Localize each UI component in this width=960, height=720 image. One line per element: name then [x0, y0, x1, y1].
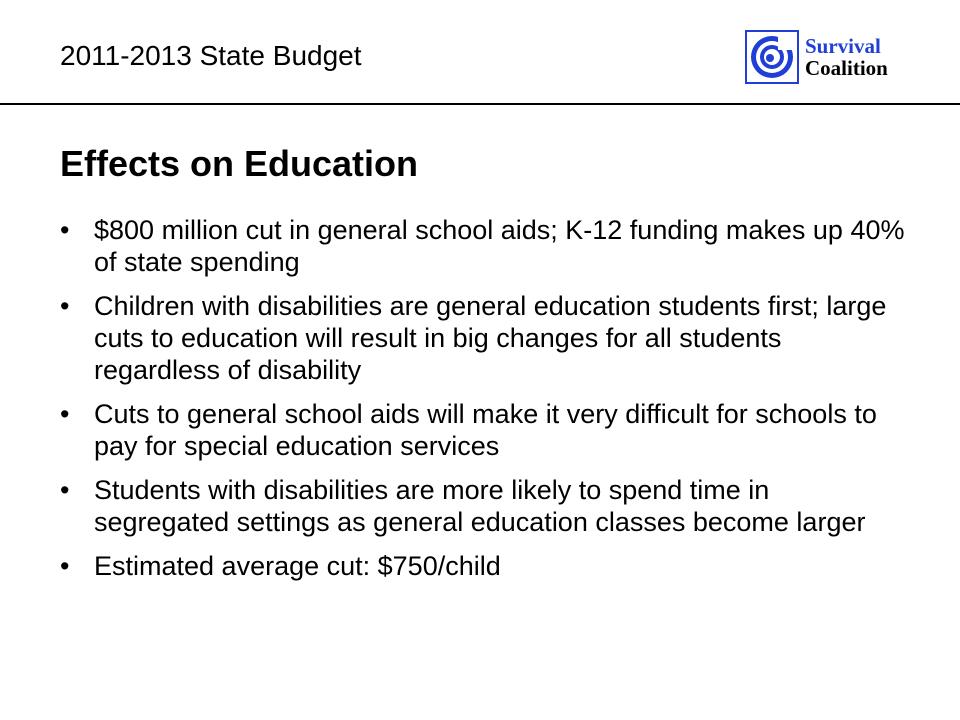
bullet-text: $800 million cut in general school aids; K-12 funding makes up 40% of state spending	[94, 215, 905, 277]
logo-line-coalition: Coalition	[805, 56, 888, 80]
bullet-dot: •	[60, 551, 70, 581]
bullet-text: Children with disabilities are general education students first; large cuts to education will result in big changes for all students regardless of disability	[94, 291, 887, 385]
logo-line-survival: Survival	[805, 34, 881, 58]
bullet-text: Cuts to general school aids will make it very difficult for schools to pay for special education services	[94, 399, 877, 461]
survival-coalition-logo	[745, 30, 888, 84]
bullet-dot: •	[60, 399, 70, 429]
bullet-item	[60, 398, 910, 462]
bullet-item	[60, 290, 910, 386]
bullet-text: Students with disabilities are more likely to spend time in segregated settings as general education classes become larger	[94, 475, 866, 537]
logo-text	[805, 35, 888, 79]
bullet-dot: •	[60, 215, 70, 245]
bullet-list	[60, 214, 910, 594]
bullet-item	[60, 550, 910, 582]
bullet-text: Estimated average cut: $750/child	[94, 551, 501, 581]
bullet-dot: •	[60, 475, 70, 505]
header-divider	[0, 103, 960, 105]
slide-title: Effects on Education	[60, 143, 419, 184]
bullet-item	[60, 214, 910, 278]
header-title: 2011-2013 State Budget	[60, 40, 362, 71]
bullet-dot: •	[60, 291, 70, 321]
bullet-item	[60, 474, 910, 538]
spiral-logo-icon	[745, 30, 799, 84]
